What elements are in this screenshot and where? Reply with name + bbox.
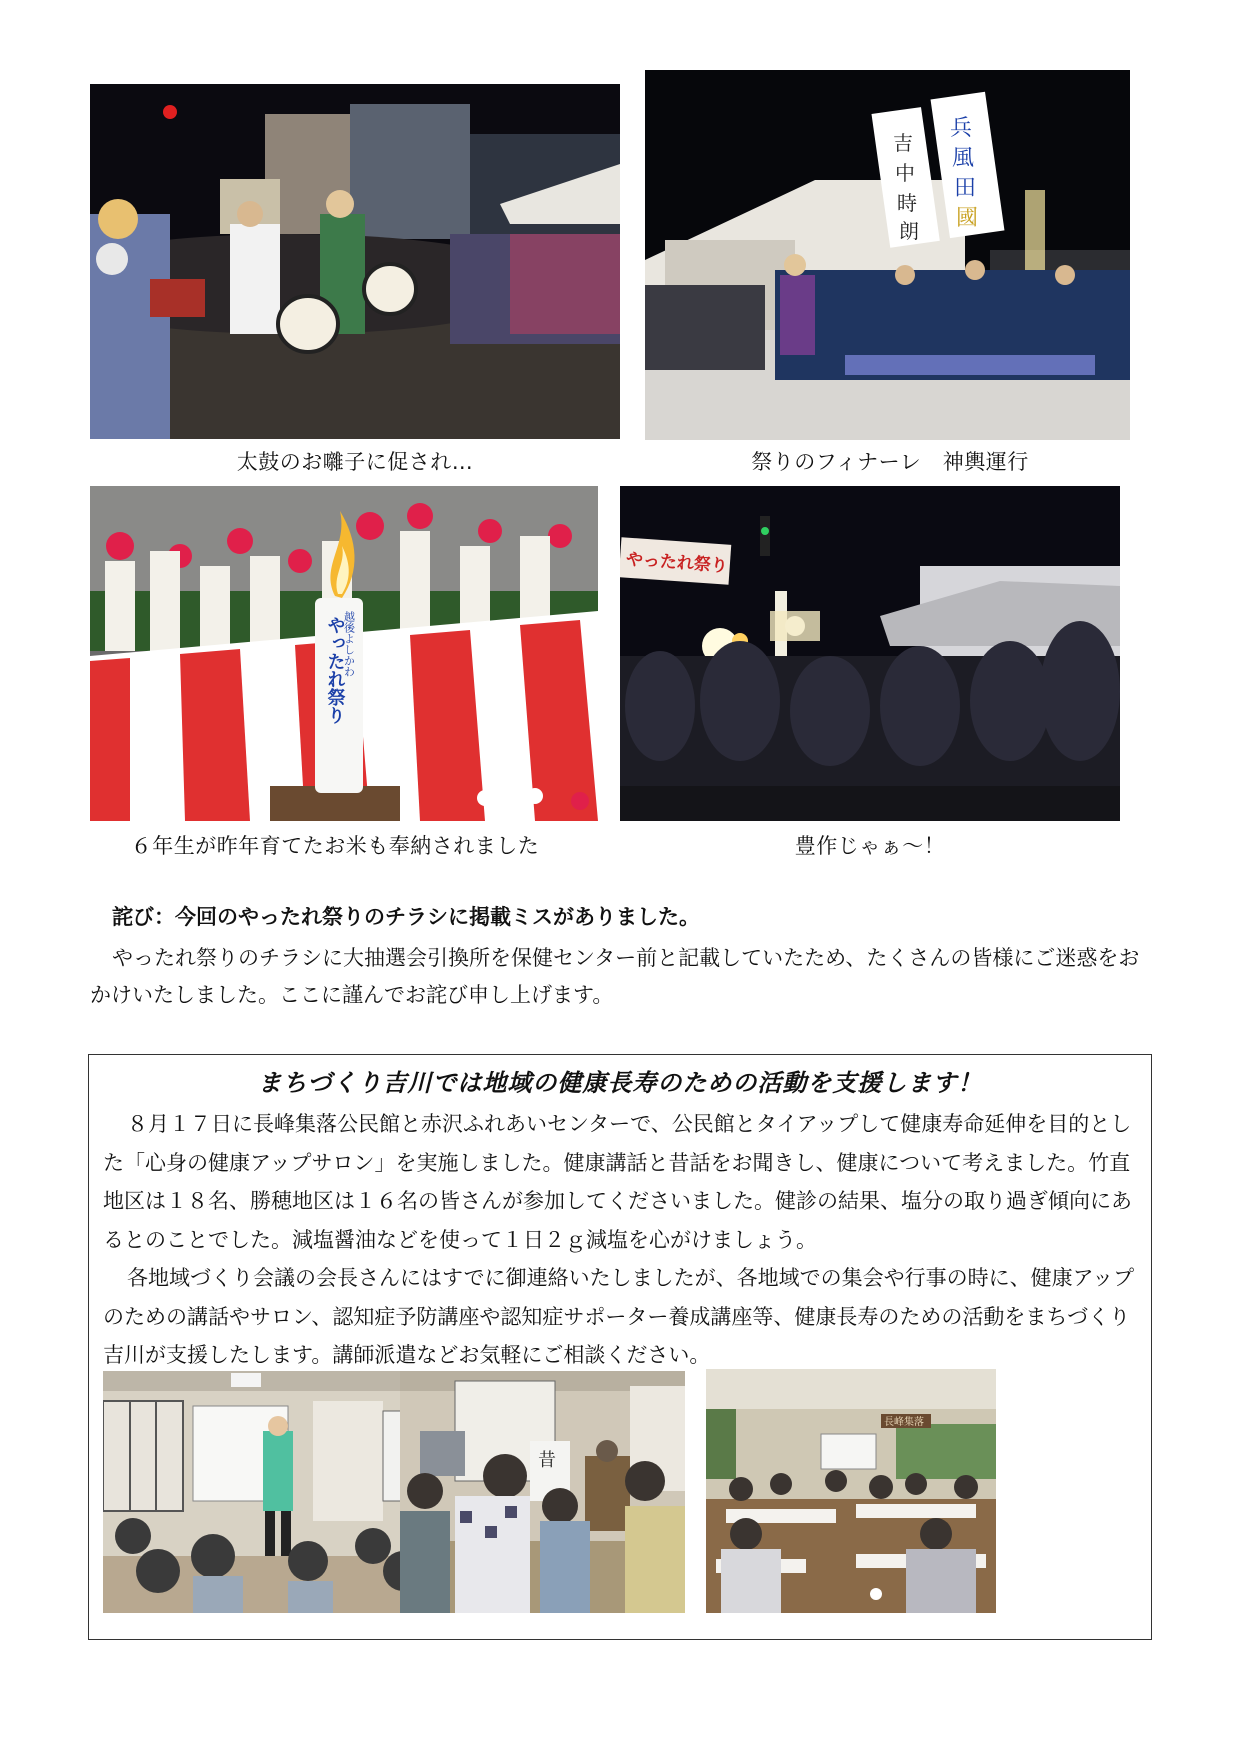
photo-lecture <box>103 1371 428 1613</box>
photo-caption: 太鼓のお囃子に促され… <box>236 450 474 474</box>
apology-body: やったれ祭りのチラシに大抽選会引換所を保健センター前と記載していたため、たくさんの皆様にご迷惑をおかけいたしました。ここに謹んでお詫び申し上げます。 <box>90 946 1140 1007</box>
photo-caption: ６年生が昨年育てたお米も奉納されました <box>130 834 540 858</box>
health-support-section <box>88 1054 1152 1640</box>
banner-char: 朗 <box>899 219 919 243</box>
photo-offering-candle <box>90 486 598 821</box>
banner-char: 風 <box>952 146 975 171</box>
candle-text-large: やったれ祭り <box>324 616 346 724</box>
banner-char: 兵 <box>950 116 973 141</box>
paragraph: ８月１７日に長峰集落公民館と赤沢ふれあいセンターで、公民館とタイアップして健康寿命延伸を目的とした「心身の健康アップサロン」を実施しました。健康講話と昔話をお聞きし、健康について考えました。竹直地区は１８名、勝穂地区は１６名の皆さんが参加してくださいました。健診の結果、塩分の取り過ぎ傾向にあるとのことでした。減塩醤油などを使って１日２ｇ減塩を心がけましょう。 <box>103 1112 1132 1252</box>
photo-taiko-drummers <box>90 84 620 439</box>
hall-wall-sign: 長峰集落 <box>884 1417 924 1428</box>
photo-mikoshi-parade <box>645 70 1130 440</box>
photo-health-salon-hall <box>706 1369 996 1613</box>
storytelling-sign: 昔 <box>538 1450 556 1471</box>
banner-char: 時 <box>897 191 917 215</box>
candle-text-small: 越後よしかわ <box>342 611 356 677</box>
photo-caption: 祭りのフィナーレ 神輿運行 <box>751 450 1029 474</box>
banner-char: 中 <box>895 161 915 185</box>
photo-harvest-crowd <box>620 486 1120 821</box>
section-body <box>103 1105 1139 1375</box>
paragraph: 各地域づくり会議の会長さんにはすでに御連絡いたしましたが、各地域での集会や行事の時に、健康アップのための講話やサロン、認知症予防講座や認知症サポーター養成講座等、健康長寿のための活動をまちづくり吉川が支援したします。講師派遣などお気軽にご相談ください。 <box>103 1266 1135 1367</box>
banner-text: やったれ祭り <box>625 549 729 577</box>
banner-char: 田 <box>954 176 977 201</box>
apology-title: 詫び：今回のやったれ祭りのチラシに掲載ミスがありました。 <box>112 905 700 929</box>
photo-caption: 豊作じゃぁ～！ <box>794 834 946 858</box>
section-title: まちづくり吉川では地域の健康長寿のための活動を支援します！ <box>257 1069 983 1097</box>
banner-char: 吉 <box>893 131 913 155</box>
photo-storytelling <box>400 1371 685 1613</box>
banner-char: 國 <box>956 206 979 231</box>
